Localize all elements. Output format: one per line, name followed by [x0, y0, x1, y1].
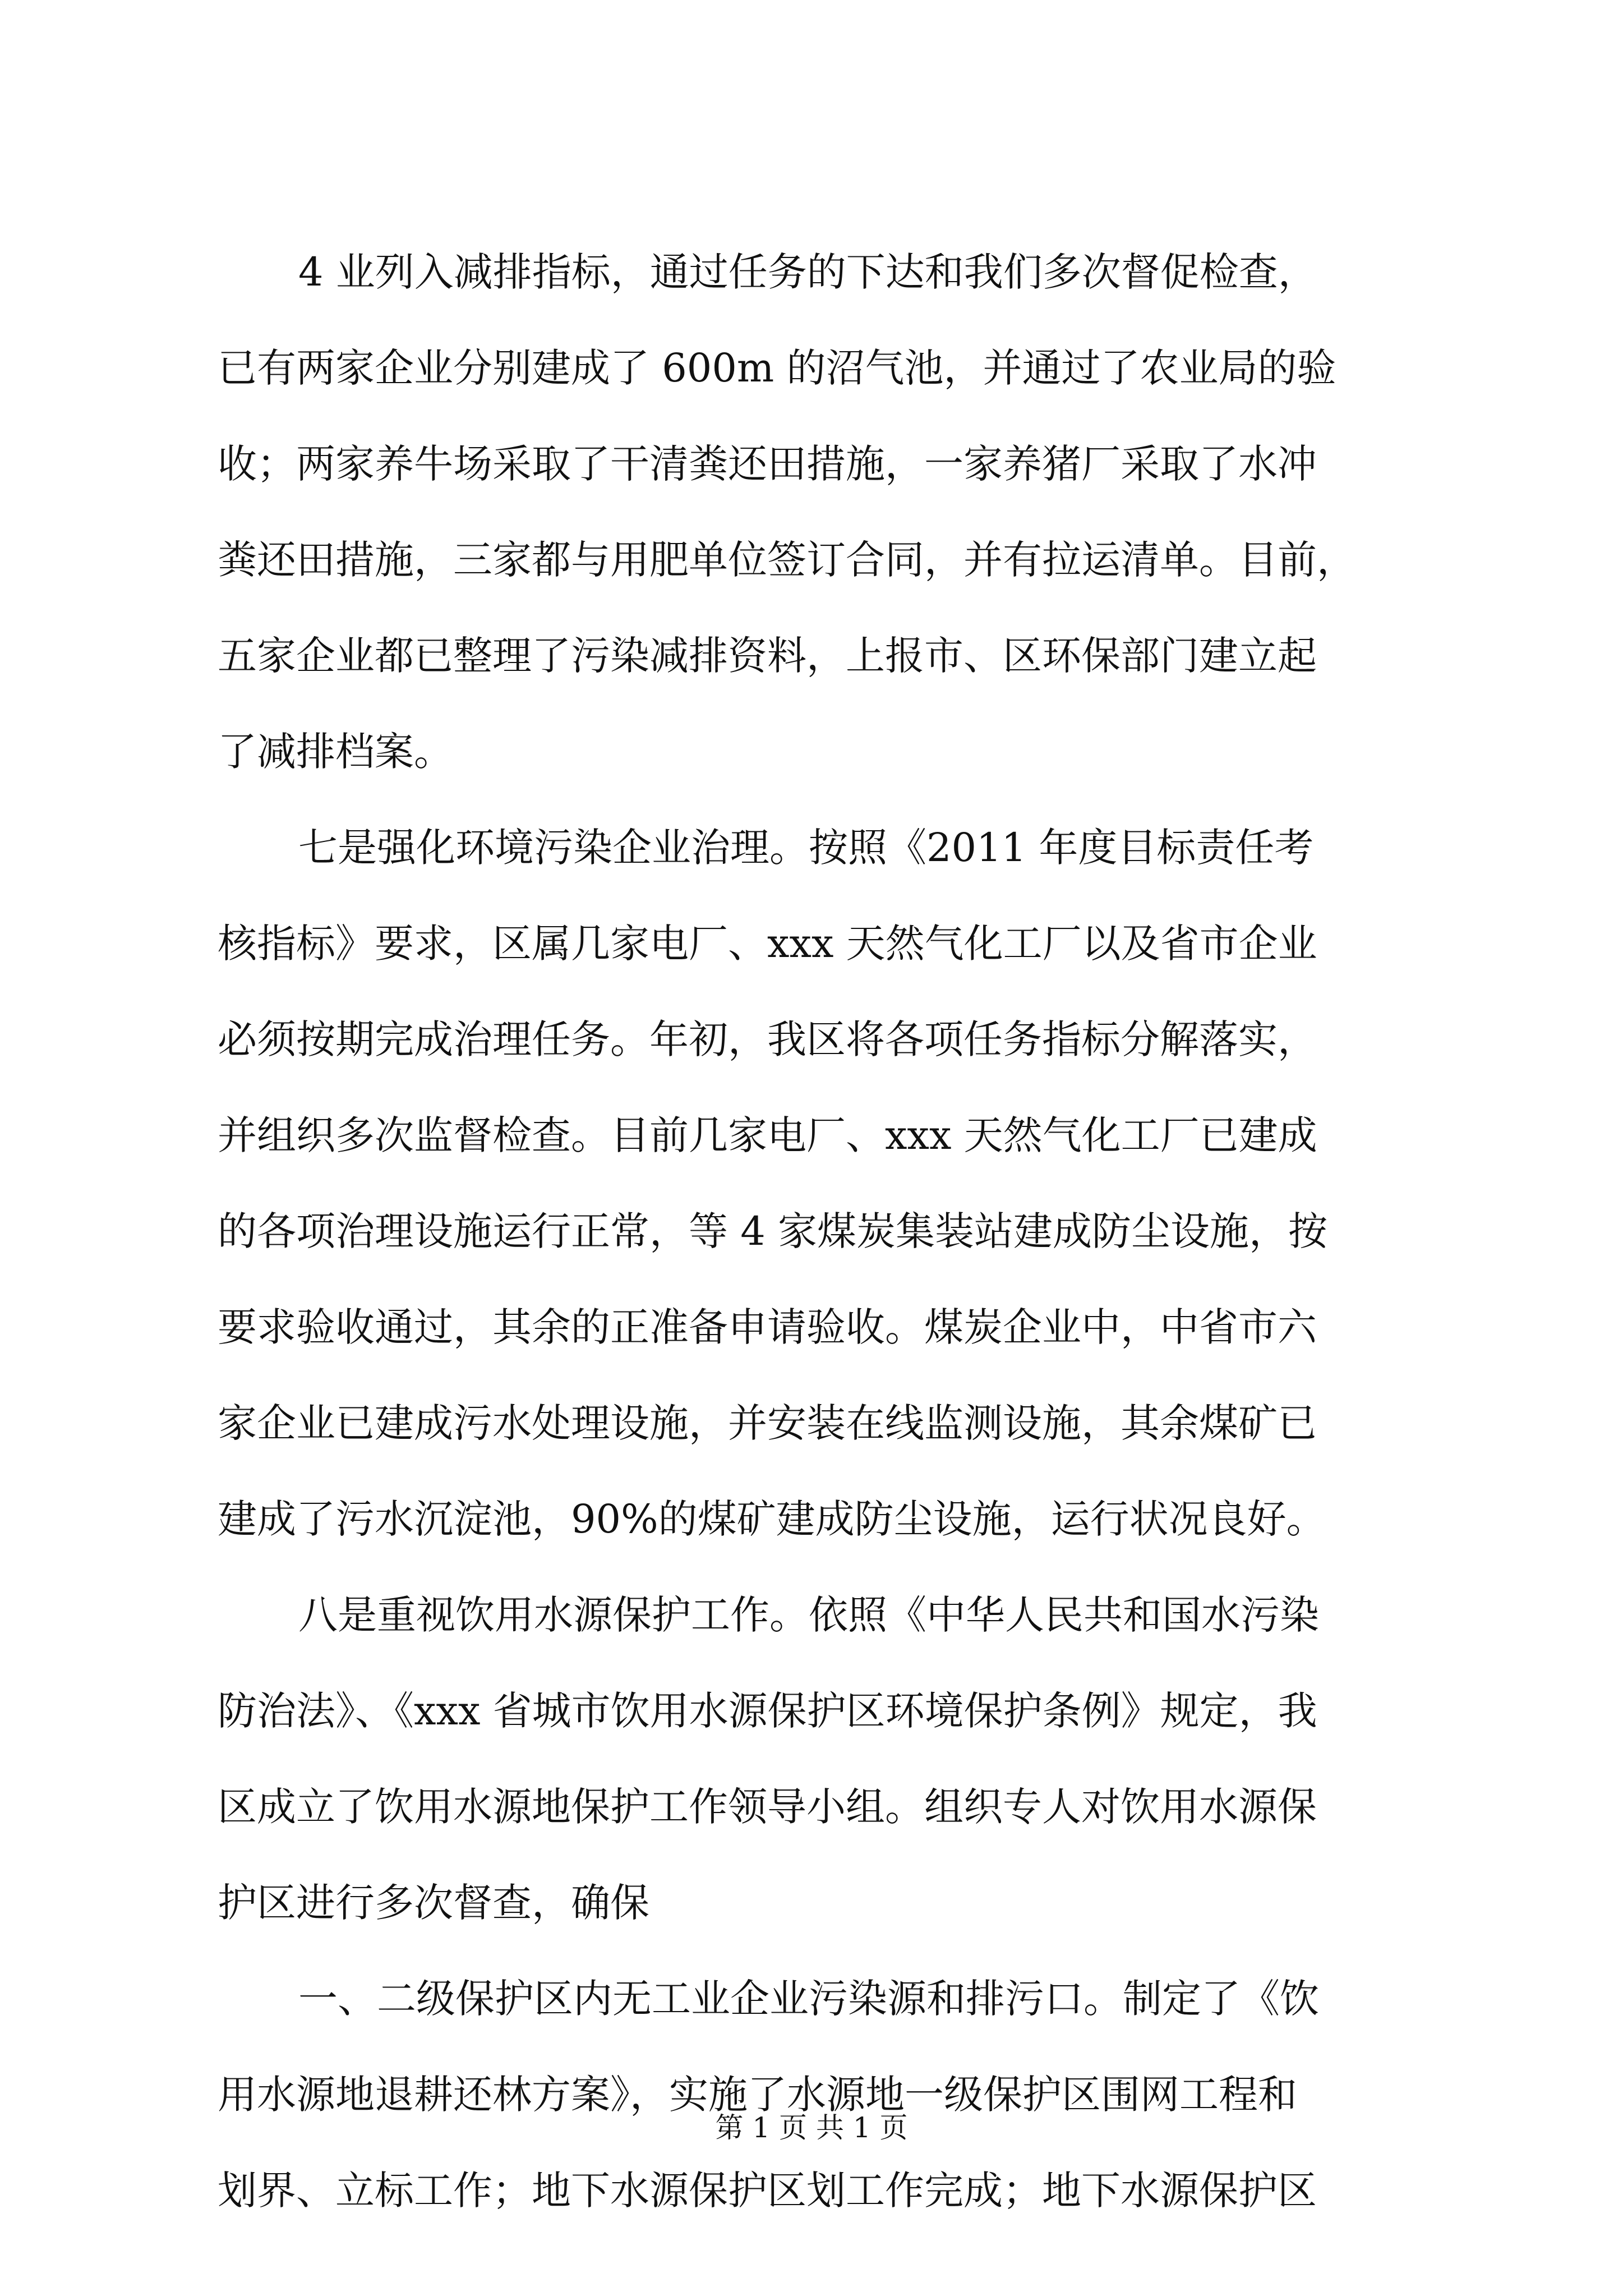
text-line: 收；两家养牛场采取了干清粪还田措施，一家养猪厂采取了水冲 [218, 441, 1317, 487]
text-line: 粪还田措施，三家都与用肥单位签订合同，并有拉运清单。目前， [218, 537, 1356, 583]
text-line: 必须按期完成治理任务。年初，我区将各项任务指标分解落实， [218, 1016, 1317, 1062]
text-line: 划界、立标工作；地下水源保护区划工作完成；地下水源保护区 [218, 2168, 1317, 2214]
page-footer [0, 2108, 1623, 2147]
text-line: 七是强化环境污染企业治理。按照《2011 年度目标责任考 [298, 825, 1314, 871]
text-line: 用水源地退耕还林方案》，实施了水源地一级保护区围网工程和 [218, 2072, 1297, 2118]
text-line: 要求验收通过，其余的正准备申请验收。煤炭企业中，中省市六 [218, 1304, 1317, 1350]
text-line: 并组织多次监督检查。目前几家电厂、xxx 天然气化工厂已建成 [218, 1112, 1317, 1158]
text-line: 了减排档案。 [218, 729, 453, 775]
text-line: 已有两家企业分别建成了 600m 的沼气池，并通过了农业局的验 [218, 345, 1336, 391]
text-line: 一、二级保护区内无工业企业污染源和排污口。制定了《饮 [298, 1976, 1319, 2022]
text-line: 护区进行多次督查，确保 [218, 1880, 649, 1926]
text-line: 4 业列入减排指标，通过任务的下达和我们多次督促检查， [298, 249, 1317, 295]
page-number-label: 第 1 页 共 1 页 [715, 2111, 908, 2144]
text-line: 防治法》、《xxx 省城市饮用水源保护区环境保护条例》规定，我 [218, 1688, 1317, 1734]
text-line: 建成了污水沉淀池，90%的煤矿建成防尘设施，运行状况良好。 [218, 1496, 1326, 1542]
text-line: 八是重视饮用水源保护工作。依照《中华人民共和国水污染 [298, 1592, 1319, 1638]
text-line: 核指标》要求，区属几家电厂、xxx 天然气化工厂以及省市企业 [218, 921, 1317, 967]
text-line: 区成立了饮用水源地保护工作领导小组。组织专人对饮用水源保 [218, 1784, 1317, 1830]
text-line: 五家企业都已整理了污染减排资料，上报市、区环保部门建立起 [218, 633, 1317, 679]
text-line: 家企业已建成污水处理设施，并安装在线监测设施，其余煤矿已 [218, 1400, 1317, 1446]
text-line: 的各项治理设施运行正常，等 4 家煤炭集装站建成防尘设施，按 [218, 1208, 1328, 1254]
